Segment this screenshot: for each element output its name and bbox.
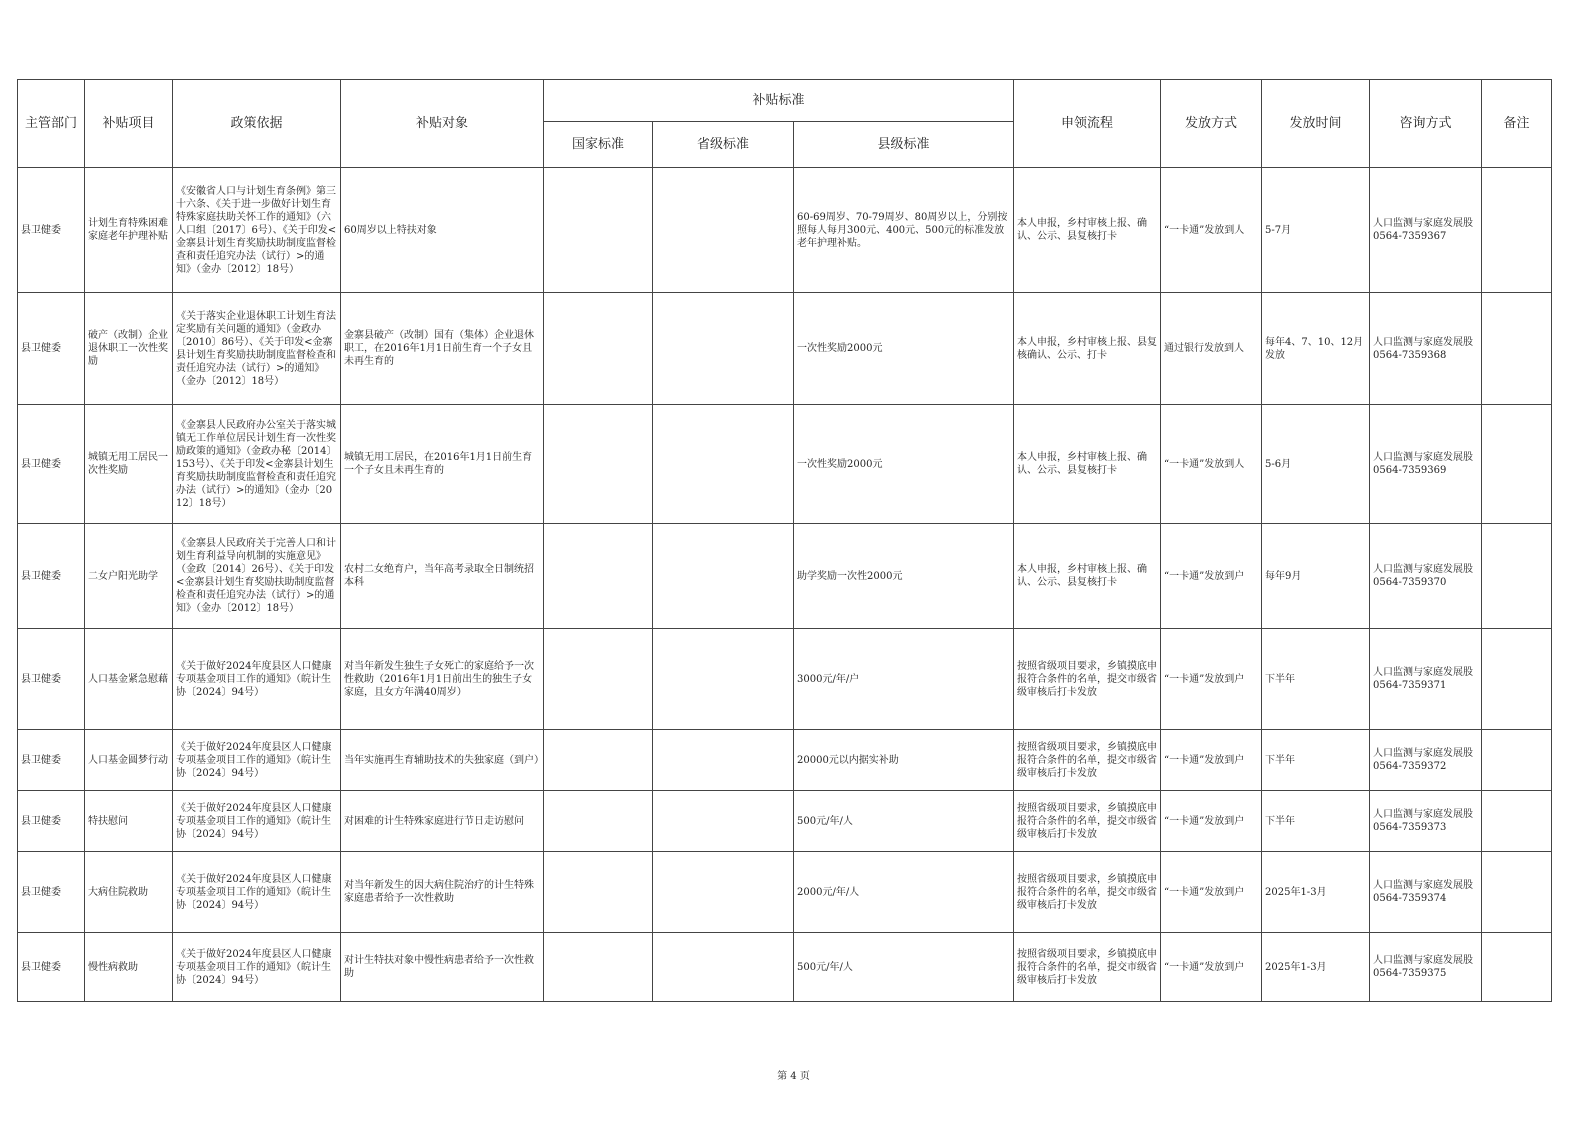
cell-policy: 《金寨县人民政府关于完善人口和计划生育利益导向机制的实施意见》（金政〔2014〕26号）、《关于印发<金寨县计划生育奖励扶助制度监督检查和责任追究办法（试行）>的通知》（金办〔2012〕18号）	[173, 524, 341, 629]
cell-remark	[1482, 405, 1552, 524]
cell-method: “一卡通”发放到户	[1161, 791, 1262, 852]
cell-method: “一卡通”发放到户	[1161, 730, 1262, 791]
cell-time: 2025年1-3月	[1262, 852, 1370, 933]
cell-target: 当年实施再生育辅助技术的失独家庭（到户）	[341, 730, 544, 791]
cell-process: 按照省级项目要求，乡镇摸底申报符合条件的名单，提交市级省级审核后打卡发放	[1014, 629, 1161, 730]
cell-national	[544, 168, 653, 293]
cell-process: 本人申报，乡村审核上报、县复核确认、公示、打卡	[1014, 293, 1161, 405]
cell-process: 按照省级项目要求，乡镇摸底申报符合条件的名单，提交市级省级审核后打卡发放	[1014, 933, 1161, 1002]
cell-target: 农村二女绝育户，当年高考录取全日制统招本科	[341, 524, 544, 629]
table-row	[18, 629, 1552, 730]
cell-time: 2025年1-3月	[1262, 933, 1370, 1002]
header-national: 国家标准	[544, 122, 653, 168]
cell-dept: 县卫健委	[18, 791, 85, 852]
cell-national	[544, 629, 653, 730]
cell-dept: 县卫健委	[18, 852, 85, 933]
cell-county: 一次性奖励2000元	[794, 293, 1014, 405]
cell-project: 二女户阳光助学	[85, 524, 173, 629]
cell-target: 城镇无用工居民，在2016年1月1日前生育一个子女且未再生育的	[341, 405, 544, 524]
cell-dept: 县卫健委	[18, 933, 85, 1002]
cell-method: “一卡通”发放到户	[1161, 524, 1262, 629]
page-number: 第 4 页	[777, 1071, 810, 1082]
cell-policy: 《关于做好2024年度县区人口健康专项基金项目工作的通知》（皖计生协〔2024〕94号）	[173, 791, 341, 852]
cell-process: 本人申报，乡村审核上报、确认、公示、县复核打卡	[1014, 168, 1161, 293]
cell-project: 计划生育特殊困难家庭老年护理补贴	[85, 168, 173, 293]
cell-county: 500元/年/人	[794, 791, 1014, 852]
cell-contact: 人口监测与家庭发展股 0564-7359367	[1370, 168, 1482, 293]
header-contact: 咨询方式	[1370, 80, 1482, 168]
cell-national	[544, 405, 653, 524]
cell-national	[544, 293, 653, 405]
cell-process: 按照省级项目要求，乡镇摸底申报符合条件的名单，提交市级省级审核后打卡发放	[1014, 791, 1161, 852]
cell-county: 助学奖励一次性2000元	[794, 524, 1014, 629]
subsidy-table	[17, 79, 1552, 1002]
cell-remark	[1482, 791, 1552, 852]
cell-project: 特扶慰问	[85, 791, 173, 852]
cell-provincial	[653, 791, 794, 852]
table-row	[18, 168, 1552, 293]
header-project: 补贴项目	[85, 80, 173, 168]
cell-policy: 《关于做好2024年度县区人口健康专项基金项目工作的通知》（皖计生协〔2024〕94号）	[173, 629, 341, 730]
cell-provincial	[653, 933, 794, 1002]
table-row	[18, 524, 1552, 629]
cell-contact: 人口监测与家庭发展股 0564-7359372	[1370, 730, 1482, 791]
cell-target: 金寨县破产（改制）国有（集体）企业退休职工，在2016年1月1日前生育一个子女且未再生育的	[341, 293, 544, 405]
cell-provincial	[653, 405, 794, 524]
cell-remark	[1482, 933, 1552, 1002]
cell-county: 2000元/年/人	[794, 852, 1014, 933]
cell-target: 对困难的计生特殊家庭进行节日走访慰问	[341, 791, 544, 852]
cell-time: 下半年	[1262, 629, 1370, 730]
header-standard: 补贴标准	[544, 80, 1014, 122]
cell-time: 5-7月	[1262, 168, 1370, 293]
cell-project: 破产（改制）企业退休职工一次性奖励	[85, 293, 173, 405]
cell-national	[544, 730, 653, 791]
cell-contact: 人口监测与家庭发展股 0564-7359374	[1370, 852, 1482, 933]
table-row	[18, 730, 1552, 791]
cell-project: 人口基金圆梦行动	[85, 730, 173, 791]
cell-national	[544, 933, 653, 1002]
cell-time: 每年4、7、10、12月发放	[1262, 293, 1370, 405]
cell-project: 城镇无用工居民一次性奖励	[85, 405, 173, 524]
cell-dept: 县卫健委	[18, 405, 85, 524]
cell-remark	[1482, 168, 1552, 293]
cell-time: 下半年	[1262, 791, 1370, 852]
cell-county: 20000元以内据实补助	[794, 730, 1014, 791]
cell-policy: 《安徽省人口与计划生育条例》第三十六条、《关于进一步做好计划生育特殊家庭扶助关怀工作的通知》（六人口组〔2017〕6号）、《关于印发<金寨县计划生育奖励扶助制度监督检查和责任追究办法（试行）>的通知》（金办〔2012〕18号）	[173, 168, 341, 293]
cell-process: 本人申报，乡村审核上报、确认、公示、县复核打卡	[1014, 405, 1161, 524]
cell-remark	[1482, 730, 1552, 791]
cell-target: 对当年新发生独生子女死亡的家庭给予一次性救助（2016年1月1日前出生的独生子女家庭，且女方年满40周岁）	[341, 629, 544, 730]
cell-county: 3000元/年/户	[794, 629, 1014, 730]
cell-national	[544, 852, 653, 933]
cell-time: 每年9月	[1262, 524, 1370, 629]
cell-policy: 《金寨县人民政府办公室关于落实城镇无工作单位居民计划生育一次性奖励政策的通知》（金政办秘〔2014〕153号）、《关于印发<金寨县计划生育奖励扶助制度监督检查和责任追究办法（试行）>的通知》（金办〔2012〕18号）	[173, 405, 341, 524]
cell-policy: 《关于做好2024年度县区人口健康专项基金项目工作的通知》（皖计生协〔2024〕94号）	[173, 730, 341, 791]
cell-dept: 县卫健委	[18, 524, 85, 629]
cell-dept: 县卫健委	[18, 730, 85, 791]
cell-process: 按照省级项目要求，乡镇摸底申报符合条件的名单，提交市级省级审核后打卡发放	[1014, 730, 1161, 791]
cell-project: 人口基金紧急慰藉	[85, 629, 173, 730]
cell-provincial	[653, 852, 794, 933]
cell-contact: 人口监测与家庭发展股 0564-7359370	[1370, 524, 1482, 629]
header-county: 县级标准	[794, 122, 1014, 168]
header-dept: 主管部门	[18, 80, 85, 168]
table-row	[18, 405, 1552, 524]
header-provincial: 省级标准	[653, 122, 794, 168]
header-time: 发放时间	[1262, 80, 1370, 168]
table-row	[18, 293, 1552, 405]
cell-target: 对计生特扶对象中慢性病患者给予一次性救助	[341, 933, 544, 1002]
cell-policy: 《关于做好2024年度县区人口健康专项基金项目工作的通知》（皖计生协〔2024〕94号）	[173, 933, 341, 1002]
cell-county: 60-69周岁、70-79周岁、80周岁以上，分别按照每人每月300元、400元、500元的标准发放老年护理补贴。	[794, 168, 1014, 293]
table-row	[18, 933, 1552, 1002]
cell-county: 500元/年/人	[794, 933, 1014, 1002]
cell-method: “一卡通”发放到人	[1161, 168, 1262, 293]
cell-provincial	[653, 168, 794, 293]
header-target: 补贴对象	[341, 80, 544, 168]
header-method: 发放方式	[1161, 80, 1262, 168]
cell-time: 下半年	[1262, 730, 1370, 791]
cell-national	[544, 524, 653, 629]
table-header	[18, 80, 1552, 168]
table-row	[18, 852, 1552, 933]
cell-contact: 人口监测与家庭发展股 0564-7359369	[1370, 405, 1482, 524]
cell-target: 60周岁以上特扶对象	[341, 168, 544, 293]
header-process: 申领流程	[1014, 80, 1161, 168]
cell-contact: 人口监测与家庭发展股 0564-7359373	[1370, 791, 1482, 852]
cell-provincial	[653, 524, 794, 629]
cell-remark	[1482, 293, 1552, 405]
header-policy: 政策依据	[173, 80, 341, 168]
cell-dept: 县卫健委	[18, 293, 85, 405]
table-row	[18, 791, 1552, 852]
cell-contact: 人口监测与家庭发展股 0564-7359368	[1370, 293, 1482, 405]
cell-policy: 《关于做好2024年度县区人口健康专项基金项目工作的通知》（皖计生协〔2024〕94号）	[173, 852, 341, 933]
cell-national	[544, 791, 653, 852]
cell-policy: 《关于落实企业退休职工计划生育法定奖励有关问题的通知》（金政办〔2010〕86号）、《关于印发<金寨县计划生育奖励扶助制度监督检查和责任追究办法（试行）>的通知》（金办〔2012〕18号）	[173, 293, 341, 405]
cell-process: 按照省级项目要求，乡镇摸底申报符合条件的名单，提交市级省级审核后打卡发放	[1014, 852, 1161, 933]
cell-provincial	[653, 293, 794, 405]
cell-target: 对当年新发生的因大病住院治疗的计生特殊家庭患者给予一次性救助	[341, 852, 544, 933]
cell-project: 大病住院救助	[85, 852, 173, 933]
cell-contact: 人口监测与家庭发展股 0564-7359371	[1370, 629, 1482, 730]
cell-time: 5-6月	[1262, 405, 1370, 524]
cell-dept: 县卫健委	[18, 168, 85, 293]
cell-dept: 县卫健委	[18, 629, 85, 730]
cell-provincial	[653, 730, 794, 791]
cell-process: 本人申报，乡村审核上报、确认、公示、县复核打卡	[1014, 524, 1161, 629]
cell-method: “一卡通”发放到人	[1161, 405, 1262, 524]
table-body	[18, 168, 1552, 1002]
cell-county: 一次性奖励2000元	[794, 405, 1014, 524]
cell-project: 慢性病救助	[85, 933, 173, 1002]
cell-method: “一卡通”发放到户	[1161, 852, 1262, 933]
header-remark: 备注	[1482, 80, 1552, 168]
cell-remark	[1482, 629, 1552, 730]
cell-method: “一卡通”发放到户	[1161, 629, 1262, 730]
cell-contact: 人口监测与家庭发展股 0564-7359375	[1370, 933, 1482, 1002]
cell-method: “一卡通”发放到户	[1161, 933, 1262, 1002]
cell-remark	[1482, 524, 1552, 629]
cell-remark	[1482, 852, 1552, 933]
cell-provincial	[653, 629, 794, 730]
cell-method: 通过银行发放到人	[1161, 293, 1262, 405]
